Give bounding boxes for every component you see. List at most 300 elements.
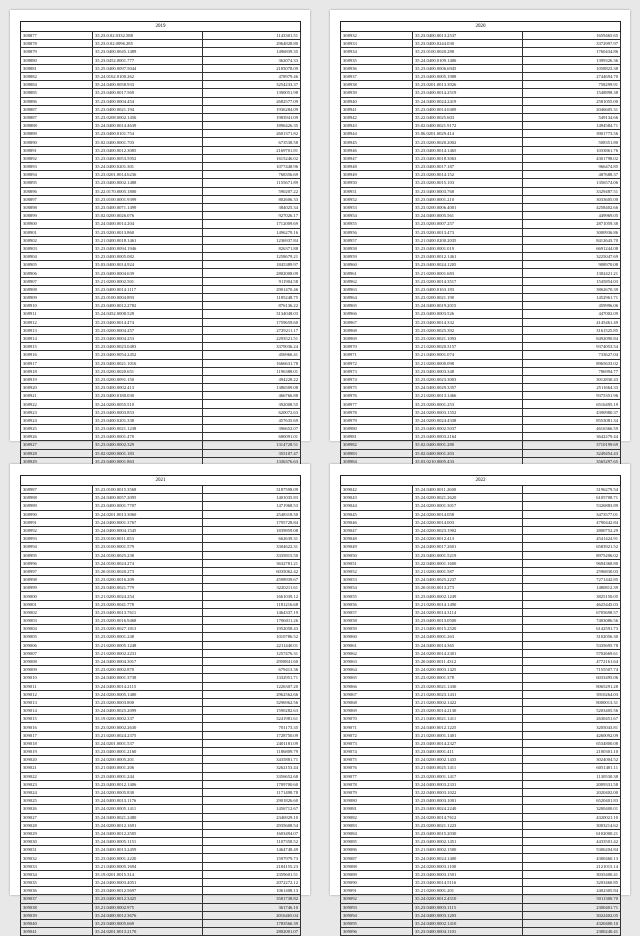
table-row [21, 617, 301, 625]
table-row [341, 384, 621, 392]
table-row [21, 392, 301, 400]
table-row [21, 690, 301, 698]
table-row [21, 285, 301, 293]
row-id-cell: 309096 [341, 928, 413, 936]
row-id-cell: 308887 [21, 113, 93, 121]
table-row [341, 302, 621, 310]
parcel-code-cell: 35.23.0200.0004.257 [93, 326, 203, 334]
table-row [21, 805, 301, 813]
table-row [21, 343, 301, 351]
row-id-cell: 308978 [341, 408, 413, 416]
amount-cell: 1590282.63 [203, 707, 301, 715]
row-id-cell: 309025 [21, 797, 93, 805]
amount-cell: 3134048.03 [203, 310, 301, 318]
row-id-cell: 308938 [341, 81, 413, 89]
amount-cell: 384025.34 [203, 203, 301, 211]
amount-cell: 9694368.80 [523, 559, 621, 567]
amount-cell: 908970.08 [523, 261, 621, 269]
amount-cell: 392008.55 [203, 400, 301, 408]
amount-cell: 1548898.38 [523, 89, 621, 97]
parcel-code-cell: 35.23.0200.0016.209 [93, 576, 203, 584]
row-id-cell: 308915 [21, 343, 93, 351]
table-row [21, 919, 301, 927]
table-row [21, 253, 301, 261]
table-row [341, 494, 621, 502]
parcel-code-cell: 35.23.0400.0001.019 [413, 244, 523, 252]
parcel-code-cell: 35.24.0200.0003.1552 [413, 408, 523, 416]
table-row [21, 494, 301, 502]
amount-cell: 6691244.08 [523, 244, 621, 252]
amount-cell: 3473577.01 [523, 510, 621, 518]
row-id-cell: 309047 [341, 526, 413, 534]
amount-cell: 6102000.21 [523, 829, 621, 837]
amount-cell: 758299.91 [523, 81, 621, 89]
amount-cell: 2962562.66 [203, 690, 301, 698]
table-row [341, 334, 621, 342]
row-id-cell: 309087 [341, 854, 413, 862]
parcel-code-cell: 35.23.0200.0001.248 [93, 633, 203, 641]
table-row [21, 359, 301, 367]
table-row [341, 154, 621, 162]
table-row [21, 384, 301, 392]
table-row [341, 518, 621, 526]
table-row [341, 97, 621, 105]
year-heading: 2021 [21, 476, 301, 486]
parcel-code-cell: 35.23.0400.0023.0483 [93, 343, 203, 351]
table-row [21, 400, 301, 408]
amount-cell: 3356652.68 [203, 772, 301, 780]
amount-cell: 3225047.69 [523, 253, 621, 261]
amount-cell: 3102056.30 [523, 633, 621, 641]
amount-cell: 1839859.08 [203, 526, 301, 534]
amount-cell: 8065291.28 [523, 682, 621, 690]
table-row [21, 797, 301, 805]
row-id-cell: 308984 [341, 457, 413, 465]
table-row [341, 81, 621, 89]
amount-cell: 1494584.71 [523, 122, 621, 130]
parcel-code-cell: 35.24.0200.0012.413 [413, 535, 523, 543]
parcel-code-cell: 35.24.0400.0001.3738 [93, 674, 203, 682]
row-id-cell: 308970 [341, 343, 413, 351]
amount-cell: 1171498.78 [203, 788, 301, 796]
amount-cell: 3901773.56 [523, 130, 621, 138]
row-id-cell: 308916 [21, 351, 93, 359]
table-row [21, 334, 301, 342]
row-id-cell: 308885 [21, 89, 93, 97]
amount-cell: 3632781.21 [203, 559, 301, 567]
parcel-code-cell: 35.23.0400.0003.1001 [413, 797, 523, 805]
row-id-cell: 308926 [21, 433, 93, 441]
row-id-cell: 309084 [341, 829, 413, 837]
data-table [20, 21, 301, 482]
row-id-cell: 309052 [341, 567, 413, 575]
amount-cell: 3241981.61 [203, 715, 301, 723]
table-row [341, 608, 621, 616]
table-row [341, 682, 621, 690]
amount-cell: 680091.01 [203, 433, 301, 441]
parcel-code-cell: 35.24.0400.0001.263 [413, 633, 523, 641]
table-row [21, 854, 301, 862]
table-row [21, 625, 301, 633]
row-id-cell: 309050 [341, 551, 413, 559]
row-id-cell: 308983 [341, 449, 413, 457]
parcel-code-cell: 35.24.0200.0014.003 [413, 518, 523, 526]
parcel-code-cell: 35.23.0200.0091.150 [93, 375, 203, 383]
row-id-cell: 308997 [21, 567, 93, 575]
row-id-cell: 308993 [21, 535, 93, 543]
parcel-code-cell: 35.24.0400.0058.933 [93, 81, 203, 89]
table-row [21, 518, 301, 526]
table-row [341, 911, 621, 919]
parcel-code-cell: 35.24.0400.0003.2331 [413, 780, 523, 788]
parcel-code-cell: 35.24.0400.0012.1225 [413, 723, 523, 731]
row-id-cell: 309007 [21, 649, 93, 657]
table-row [341, 928, 621, 936]
amount-cell: 2211440.01 [203, 641, 301, 649]
table-row [341, 756, 621, 764]
table-row [21, 928, 301, 936]
table-row [341, 788, 621, 796]
parcel-code-cell: 35.23.0400.0053.5952 [93, 154, 203, 162]
row-id-cell: 308901 [21, 228, 93, 236]
table-row [21, 526, 301, 534]
row-id-cell: 308890 [21, 138, 93, 146]
table-row [21, 138, 301, 146]
table-row [21, 203, 301, 211]
parcel-code-cell: 35.23.0400.0004.1101 [413, 928, 523, 936]
table-row [21, 846, 301, 854]
parcel-code-cell: 35.23.0400.0018.3063 [413, 154, 523, 162]
row-id-cell: 309016 [21, 723, 93, 731]
amount-cell: 2630451.67 [523, 715, 621, 723]
parcel-code-cell: 35.23.0400.0013.0500 [413, 617, 523, 625]
amount-cell: 3203460.85 [523, 879, 621, 887]
amount-cell: 6534800.08 [523, 739, 621, 747]
table-row [341, 846, 621, 854]
parcel-code-cell: 35.24.0200.0024.4338 [413, 416, 523, 424]
amount-cell: 4390980.37 [523, 408, 621, 416]
parcel-code-cell: 35.23.0400.0002.1488 [93, 179, 203, 187]
parcel-code-cell: 35.24.0200.0002.1433 [413, 756, 523, 764]
table-row [341, 441, 621, 449]
amount-cell: 449969.05 [523, 212, 621, 220]
row-id-cell: 309051 [341, 559, 413, 567]
parcel-code-cell: 35.24.0400.0003.4051 [93, 879, 203, 887]
table-row [341, 551, 621, 559]
amount-cell: 2300240.41 [523, 928, 621, 936]
table-row [341, 797, 621, 805]
table-row [21, 641, 301, 649]
row-id-cell: 309077 [341, 772, 413, 780]
amount-cell: 3196279.54 [523, 486, 621, 494]
table-row [21, 600, 301, 608]
amount-cell: 7271442.85 [523, 576, 621, 584]
row-id-cell: 309056 [341, 600, 413, 608]
amount-cell: 3372997.97 [523, 40, 621, 48]
amount-cell: 1464337.19 [203, 608, 301, 616]
row-id-cell: 308905 [21, 261, 93, 269]
amount-cell: 4258402.66 [523, 203, 621, 211]
row-id-cell: 309035 [21, 879, 93, 887]
row-id-cell: 308891 [21, 146, 93, 154]
table-row [341, 203, 621, 211]
parcel-code-cell: 35.23.0400.0001.244 [93, 772, 203, 780]
amount-cell: 8412643.70 [523, 236, 621, 244]
table-row [21, 269, 301, 277]
amount-cell: 1983941.09 [203, 113, 301, 121]
amount-cell: 3910264.03 [523, 690, 621, 698]
parcel-code-cell: 35.23.0200.0027.1813 [93, 625, 203, 633]
table-row [341, 392, 621, 400]
parcel-code-cell: 35.02.0200.0026.076 [93, 212, 203, 220]
amount-cell: 396652.07 [203, 425, 301, 433]
table-row [21, 302, 301, 310]
parcel-code-cell: 35.23.0200.0021.1093 [413, 334, 523, 342]
parcel-code-cell: 35.23.0452.0001.777 [93, 56, 203, 64]
parcel-code-cell: 35.24.0162.0100.262 [93, 72, 203, 80]
table-row [341, 707, 621, 715]
amount-cell: 1390051.98 [203, 89, 301, 97]
row-id-cell: 308987 [21, 486, 93, 494]
row-id-cell: 308912 [21, 318, 93, 326]
parcel-code-cell: 35.21.0400.0001.206 [93, 764, 203, 772]
row-id-cell: 308887 [21, 105, 93, 113]
parcel-code-cell: 35.02.0400.0021.9172 [413, 122, 523, 130]
row-id-cell: 308922 [21, 400, 93, 408]
row-id-cell: 309001 [21, 600, 93, 608]
amount-cell: 2402305.84 [523, 887, 621, 895]
parcel-code-cell: 35.24.0400.0017.2601 [413, 543, 523, 551]
row-id-cell: 308903 [21, 244, 93, 252]
row-id-cell: 308877 [21, 32, 93, 40]
amount-cell: 5203405.56 [523, 707, 621, 715]
parcel-code-cell: 35.23.0200.0015.103 [413, 179, 523, 187]
parcel-code-cell: 35.23.0400.0002.1451 [413, 838, 523, 846]
row-id-cell: 309067 [341, 690, 413, 698]
parcel-code-cell: 35.23.0400.0014.2327 [413, 739, 523, 747]
row-id-cell: 309039 [21, 911, 93, 919]
table-row [21, 772, 301, 780]
row-id-cell: 308982 [341, 441, 413, 449]
parcel-code-cell: 35.23.0200.0020.2002 [413, 138, 523, 146]
amount-cell: 2729211.17 [203, 326, 301, 334]
table-row [21, 739, 301, 747]
row-id-cell: 309064 [341, 666, 413, 674]
parcel-code-cell: 35.21.0200.0000.098 [413, 359, 523, 367]
parcel-code-cell: 35.23.0400.0024.1205 [413, 261, 523, 269]
table-row [341, 592, 621, 600]
row-id-cell: 309038 [21, 903, 93, 911]
parcel-code-cell: 35.23.0400.0021.1016 [93, 359, 203, 367]
table-row [341, 318, 621, 326]
parcel-code-cell: 35.19.0200.0002.337 [93, 715, 203, 723]
parcel-code-cell: 35.23.0400.0001.2160 [93, 748, 203, 756]
row-id-cell: 308911 [21, 310, 93, 318]
parcel-code-cell: 35.23.0200.0025.392 [413, 326, 523, 334]
parcel-code-cell: 35.21.0200.0005.1248 [93, 641, 203, 649]
parcel-code-cell: 35.06.0201.0029.414 [413, 130, 523, 138]
page-2019 [10, 10, 310, 464]
table-row [341, 805, 621, 813]
amount-cell: 2802008.09 [203, 269, 301, 277]
amount-cell: 1603494.07 [203, 829, 301, 837]
year-heading: 2022 [341, 476, 621, 486]
parcel-code-cell: 35.23.0400.0004.639 [93, 269, 203, 277]
table-row [21, 584, 301, 592]
row-id-cell: 309034 [21, 870, 93, 878]
row-id-cell: 309088 [341, 862, 413, 870]
parcel-code-cell: 35.24.0200.0014.2301 [413, 649, 523, 657]
parcel-code-cell: 35.24.0400.0013.2459 [93, 846, 203, 854]
table-row [341, 236, 621, 244]
table-row [21, 261, 301, 269]
amount-cell: 1597979.73 [203, 854, 301, 862]
amount-cell: 9374053.54 [523, 343, 621, 351]
row-id-cell: 309031 [21, 846, 93, 854]
table-row [21, 416, 301, 424]
parcel-code-cell: 35.23.0400.0014.1117 [93, 285, 203, 293]
parcel-code-cell: 35.23.0400.0017.187 [413, 163, 523, 171]
table-row [341, 715, 621, 723]
parcel-code-cell: 35.24.0400.0024.1400 [413, 854, 523, 862]
parcel-code-cell: 35.24.0400.0019.2015 [413, 302, 523, 310]
table-row [341, 510, 621, 518]
row-id-cell: 308881 [21, 64, 93, 72]
amount-cell: 786994.77 [523, 367, 621, 375]
amount-cell: 1659465.65 [523, 32, 621, 40]
parcel-code-cell: 35.23.0400.0012.5697 [93, 887, 203, 895]
row-id-cell: 308888 [21, 122, 93, 130]
table-row [341, 187, 621, 195]
parcel-code-cell: 35.23.0400.0006.6945 [413, 64, 523, 72]
row-id-cell: 309010 [21, 674, 93, 682]
table-row [21, 838, 301, 846]
parcel-code-cell: 35.23.0400.0005.669 [93, 919, 203, 927]
row-id-cell: 308908 [21, 285, 93, 293]
parcel-code-cell: 35.23.0400.0014.2519 [413, 89, 523, 97]
row-id-cell: 308979 [341, 416, 413, 424]
parcel-code-cell: 35.23.0201.0014.6236 [93, 171, 203, 179]
parcel-code-cell: 35.21.0200.0024.254 [93, 592, 203, 600]
parcel-code-cell: 35.23.0400.0054.2452 [93, 351, 203, 359]
amount-cell: 2511664.33 [523, 384, 621, 392]
table-row [21, 146, 301, 154]
table-row [21, 756, 301, 764]
parcel-code-cell: 35.23.0400.0004.253 [93, 334, 203, 342]
amount-cell: 2184155.23 [203, 862, 301, 870]
row-id-cell: 309017 [21, 731, 93, 739]
amount-cell: 1795728.84 [203, 518, 301, 526]
row-id-cell: 308907 [21, 277, 93, 285]
table-row [341, 89, 621, 97]
table-row [21, 130, 301, 138]
table-row [341, 32, 621, 40]
amount-cell: 1107358.52 [203, 838, 301, 846]
parcel-code-cell: 35.23.0400.0004.454 [93, 97, 203, 105]
table-row [341, 748, 621, 756]
amount-cell: 3161525.85 [523, 326, 621, 334]
table-row [21, 195, 301, 203]
amount-cell: 6705698.57 [523, 608, 621, 616]
row-id-cell: 308939 [341, 89, 413, 97]
amount-cell: 1666631.78 [203, 359, 301, 367]
table-row [341, 870, 621, 878]
parcel-code-cell: 35.23.0200.0002.870 [93, 666, 203, 674]
parcel-code-cell: 35.23.0400.0012.3425 [93, 895, 203, 903]
parcel-code-cell: 35.23.0400.0244.030 [413, 40, 523, 48]
amount-cell: 5011300.70 [523, 895, 621, 903]
parcel-code-cell: 35.21.0200.0013.1466 [413, 392, 523, 400]
row-id-cell: 309074 [341, 748, 413, 756]
row-id-cell: 308913 [21, 326, 93, 334]
amount-cell: 620072.63 [203, 408, 301, 416]
table-row [341, 625, 621, 633]
parcel-code-cell: 35.23.0400.0003.1501 [413, 870, 523, 878]
parcel-code-cell: 35.24.0200.0012.4510 [413, 895, 523, 903]
amount-cell: 6520401.83 [523, 797, 621, 805]
table-row [21, 608, 301, 616]
row-id-cell: 309053 [341, 576, 413, 584]
table-row [21, 441, 301, 449]
row-id-cell: 309015 [21, 715, 93, 723]
parcel-code-cell: 35.23.0400.0001.411 [413, 748, 523, 756]
amount-cell: 1336376.63 [203, 457, 301, 465]
row-id-cell: 309024 [21, 788, 93, 796]
amount-cell: 2293521.51 [203, 334, 301, 342]
table-row [21, 89, 301, 97]
parcel-code-cell: 35.23.0400.0014.0409 [413, 105, 523, 113]
parcel-code-cell: 35.24.0400.0011.2600 [413, 486, 523, 494]
row-id-cell: 309079 [341, 788, 413, 796]
amount-cell: 876136.22 [203, 302, 301, 310]
table-row [341, 294, 621, 302]
amount-cell: 3187598.09 [203, 486, 301, 494]
amount-cell: 3022402.05 [523, 911, 621, 919]
row-id-cell: 309085 [341, 838, 413, 846]
parcel-code-cell: 35.24.0400.0012.3676 [93, 911, 203, 919]
row-id-cell: 309080 [341, 797, 413, 805]
row-id-cell: 309063 [341, 657, 413, 665]
amount-cell: 1186809.79 [203, 748, 301, 756]
parcel-code-cell: 35.24.0400.0013.1176 [93, 797, 203, 805]
table-row [341, 772, 621, 780]
table-row [341, 821, 621, 829]
row-id-cell: 308935 [341, 56, 413, 64]
parcel-code-cell: 35.23.0200.0021.190 [413, 294, 523, 302]
amount-cell: 1399326.36 [523, 56, 621, 64]
row-id-cell: 308973 [341, 367, 413, 375]
amount-cell: 1155671.89 [203, 179, 301, 187]
amount-cell: 1896426.35 [203, 122, 301, 130]
parcel-code-cell: 35.24.0200.0003.1100 [413, 862, 523, 870]
parcel-code-cell: 35.23.0400.0094.1946 [93, 244, 203, 252]
amount-cell: 8553081.34 [523, 416, 621, 424]
parcel-code-cell: 35.24.0400.0002.1410 [413, 919, 523, 927]
amount-cell: 3200400.01 [523, 805, 621, 813]
row-id-cell: 309019 [21, 748, 93, 756]
row-id-cell: 309013 [21, 698, 93, 706]
parcel-code-cell: 35.23.0201.0013.3926 [413, 81, 523, 89]
parcel-code-cell: 35.24.0200.0003.1425 [413, 666, 523, 674]
parcel-code-cell: 35.23.0400.0021.194 [93, 105, 203, 113]
row-id-cell: 308971 [341, 351, 413, 359]
parcel-code-cell: 35.24.0400.0014.2115 [93, 682, 203, 690]
row-id-cell: 308925 [21, 425, 93, 433]
row-id-cell: 309006 [21, 641, 93, 649]
table-row [341, 903, 621, 911]
amount-cell: 456966.41 [203, 351, 301, 359]
data-table [20, 475, 301, 936]
